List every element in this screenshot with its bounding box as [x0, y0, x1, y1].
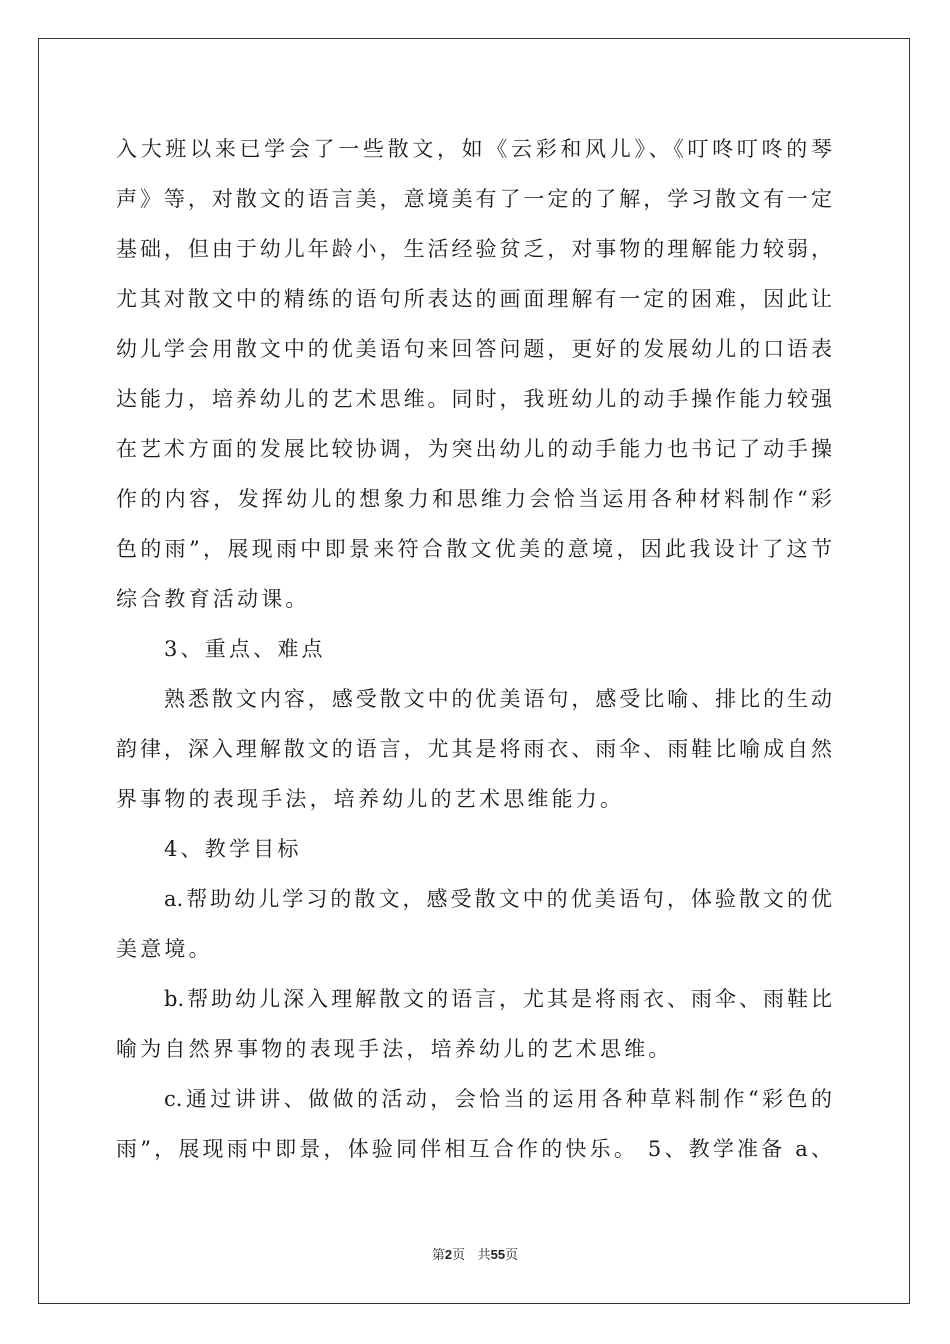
section-heading: 3、重点、难点	[164, 637, 326, 661]
body-line: 熟悉散文内容，感受散文中的优美语句，感受比喻、排比的生动	[164, 687, 832, 711]
body-line: 尤其对散文中的精练的语句所表达的画面理解有一定的困难，因此让	[116, 287, 832, 311]
body-line: 韵律，深入理解散文的语言，尤其是将雨衣、雨伞、雨鞋比喻成自然	[116, 737, 832, 761]
body-line: 综合教育活动课。	[116, 587, 310, 611]
page-footer	[0, 1244, 950, 1263]
body-line: 作的内容，发挥幼儿的想象力和思维力会恰当运用各种材料制作“彩	[116, 487, 832, 511]
page-number: 2	[444, 1247, 453, 1262]
total-suffix: 页	[505, 1248, 519, 1263]
body-line: 雨”，展现雨中即景，体验同伴相互合作的快乐。 5、教学准备 a、	[116, 1137, 832, 1161]
body-line: b.帮助幼儿深入理解散文的语言，尤其是将雨衣、雨伞、雨鞋比	[164, 987, 832, 1011]
body-line: 基础，但由于幼儿年龄小，生活经验贫乏，对事物的理解能力较弱，	[116, 237, 832, 261]
total-pages: 55	[490, 1247, 506, 1262]
section-heading: 4、教学目标	[164, 837, 302, 861]
document-body	[116, 124, 832, 1174]
total-prefix: 共	[477, 1248, 491, 1263]
body-line: a.帮助幼儿学习的散文，感受散文中的优美语句，体验散文的优	[164, 887, 832, 911]
body-line: 在艺术方面的发展比较协调，为突出幼儿的动手能力也书记了动手操	[116, 437, 832, 461]
body-line: 入大班以来已学会了一些散文，如《云彩和风儿》、《叮咚叮咚的琴	[116, 137, 832, 161]
body-line: 幼儿学会用散文中的优美语句来回答问题，更好的发展幼儿的口语表	[116, 337, 832, 361]
body-line: 美意境。	[116, 937, 213, 961]
body-line: 界事物的表现手法，培养幼儿的艺术思维能力。	[116, 787, 625, 811]
body-line: c.通过讲讲、做做的活动，会恰当的运用各种草料制作“彩色的	[164, 1087, 832, 1111]
page-prefix: 第	[431, 1248, 445, 1263]
page-suffix: 页	[452, 1248, 466, 1263]
body-line: 达能力，培养幼儿的艺术思维。同时，我班幼儿的动手操作能力较强	[116, 387, 832, 411]
body-line: 色的雨”，展现雨中即景来符合散文优美的意境，因此我设计了这节	[116, 537, 832, 561]
body-line: 喻为自然界事物的表现手法，培养幼儿的艺术思维。	[116, 1037, 673, 1061]
body-line: 声》等，对散文的语言美，意境美有了一定的了解，学习散文有一定	[116, 187, 832, 211]
